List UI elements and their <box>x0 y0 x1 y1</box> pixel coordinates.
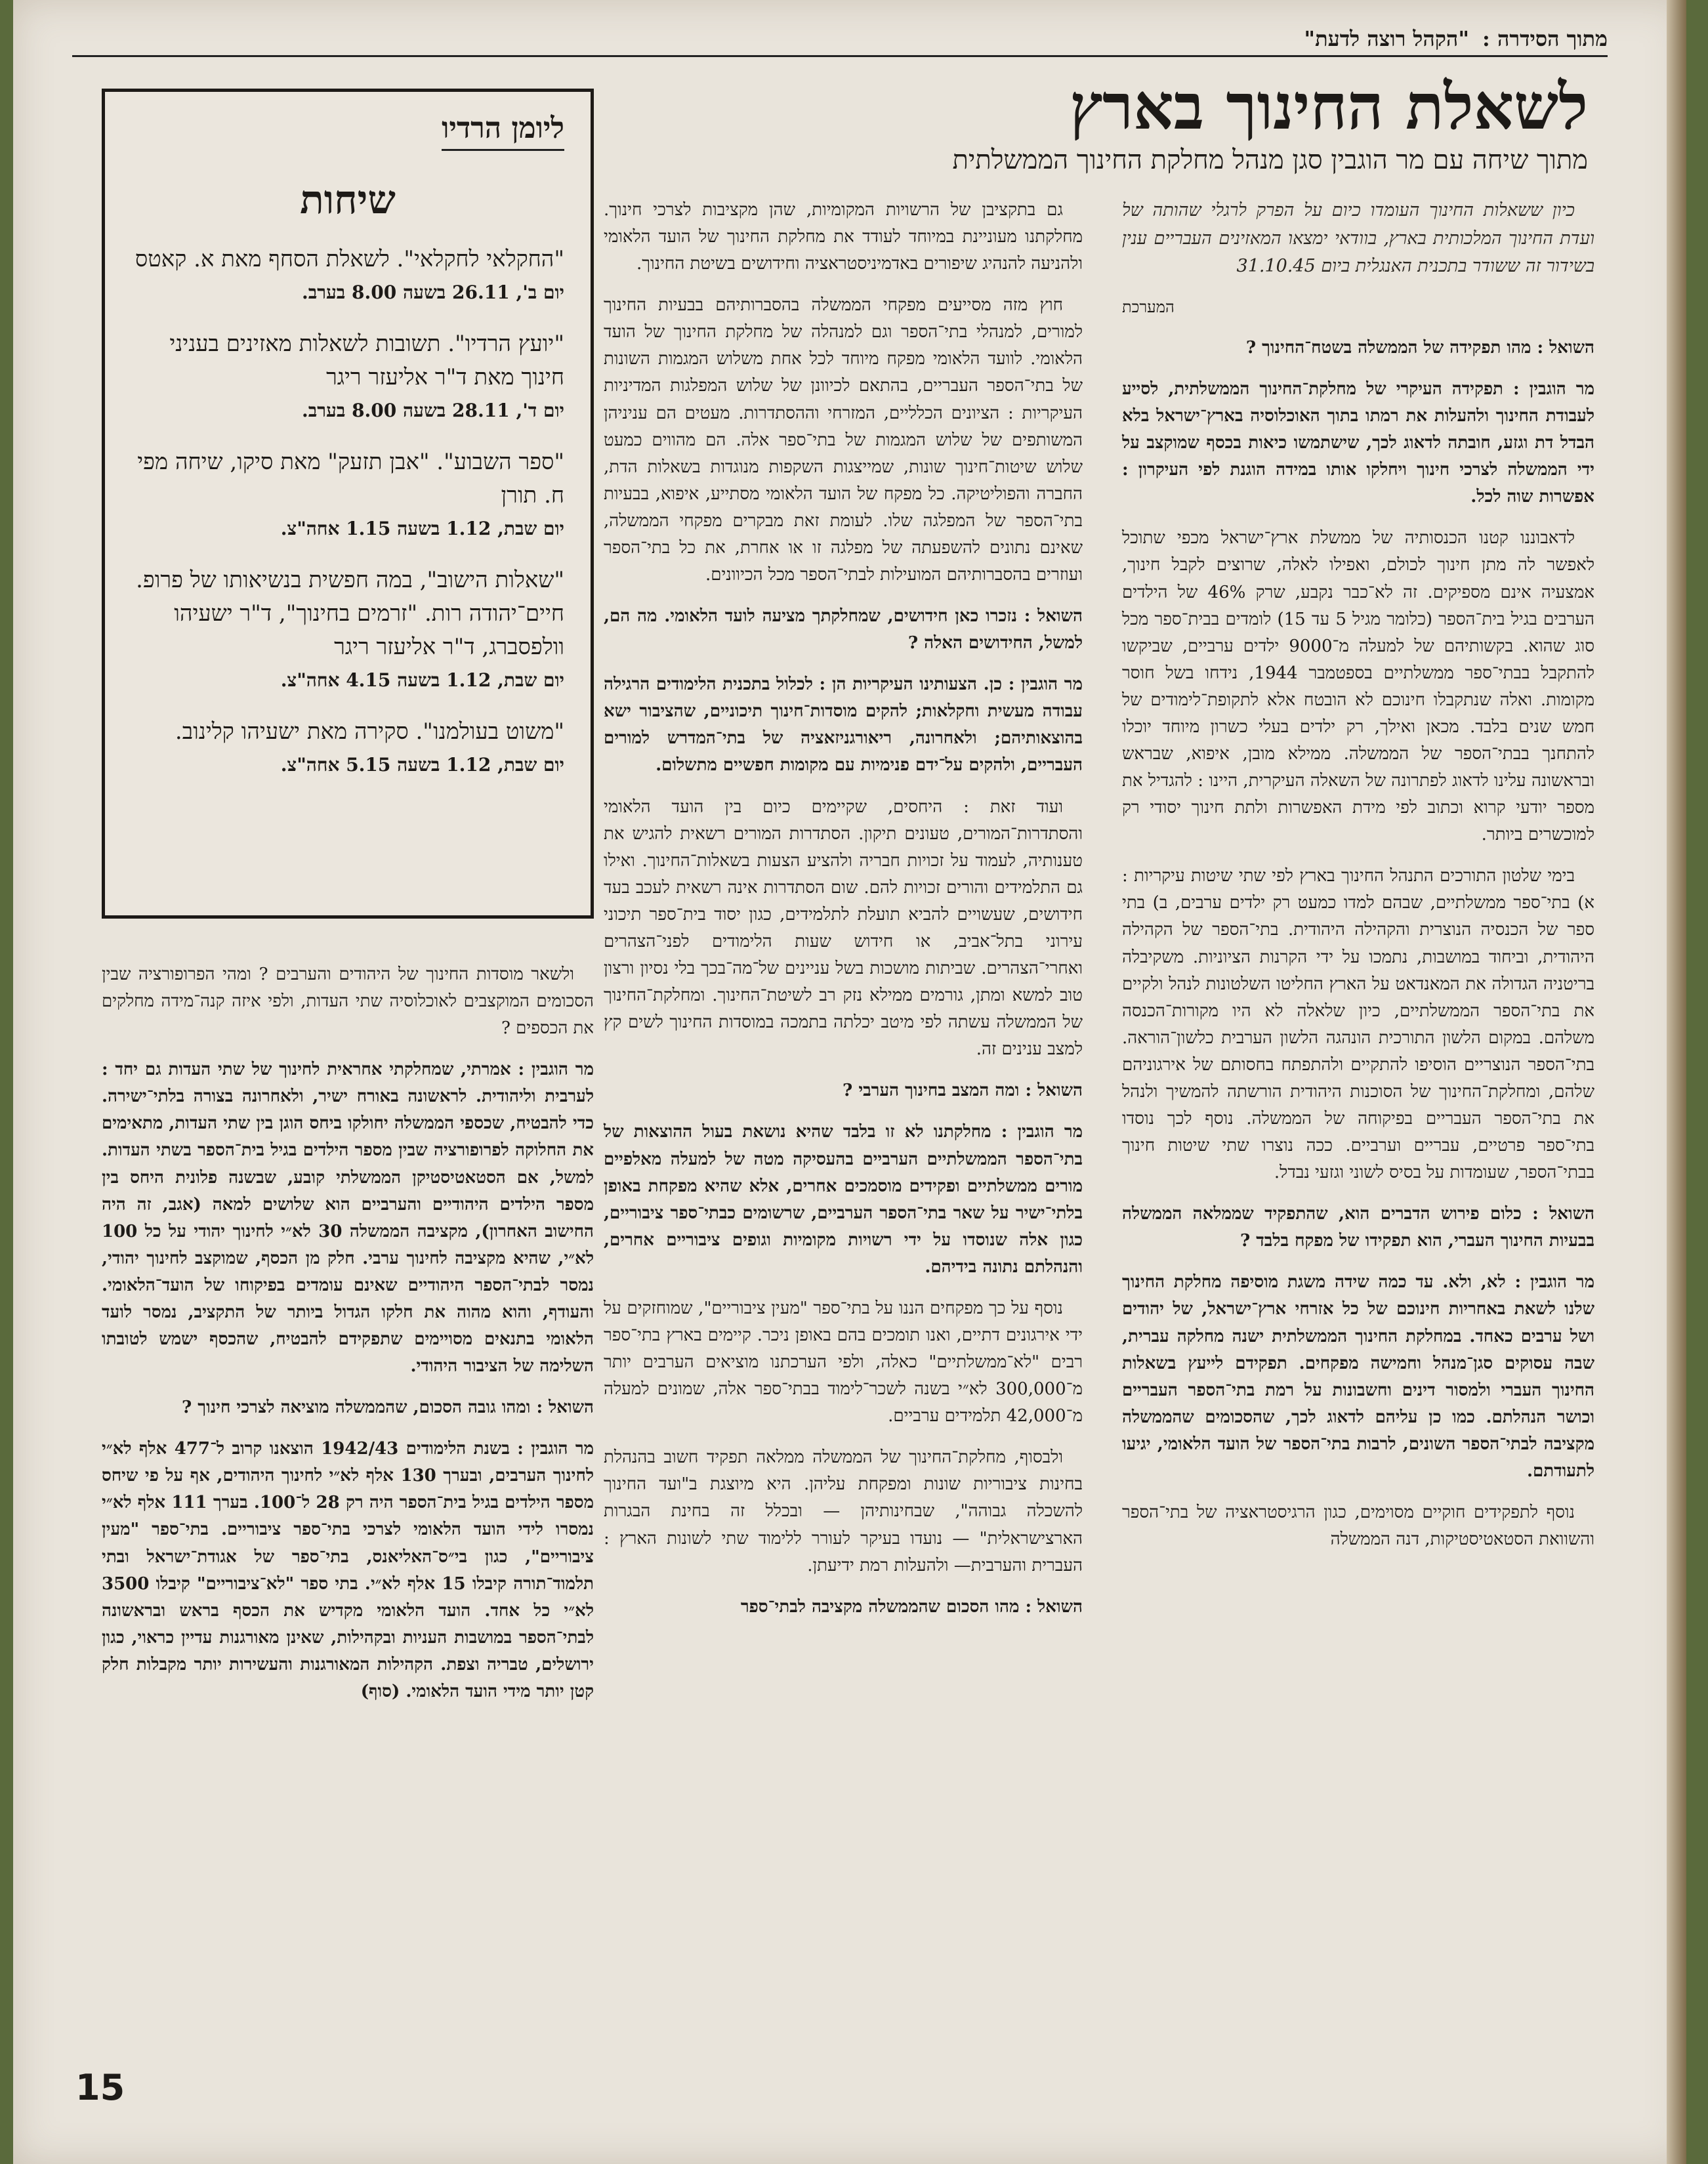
article-column-middle <box>604 197 1083 1635</box>
article-paragraph: ולבסוף, מחלקת־החינוך של הממשלה ממלאה תפקיד חשוב בהנהלת בחינות ציבוריות שונות ומפקחת עליהן. היא מיוצגת ב"ועד החינוך להשכלה גבוהה", שבחינותיהן — ובכלל זה בחינת הבגרות הארצישראלית" — נועדו בעיקר לעורר ללימוד שתי לשונות הארץ : העברית והערבית— ולהעלות רמת ידיעתן. <box>604 1447 1083 1575</box>
article-paragraph: בימי שלטון התורכים התנהל החינוך בארץ לפי שתי שיטות עיקריות : א) בתי־ספר ממשלתיים, שבהם למדו כמעט רק ילדים ערבים, ב) בתי ספר של הכנסיה הנוצרית והקהילה היהודית. בתי־הספר של הקהילה היהודית, וביחוד במושבות, נתמכו על ידי הקרנות הציוניות. משקיבלה בריטניה הגדולה את המאנדאט על הארץ החליטו השלטונות לנהל ולקיים את בתי־הספר הממשלתיים, כיון שלאלה לא היו מקורות־הכנסה משלהם. במקום הלשון התורכית הונהגה הלשון הערבית כלשון־הוראה. בתי־הספר הנוצריים הוסיפו להתקיים ולהתפתח בחסותם של אירגוניהם שלהם, ומחלקת־החינוך של הסוכנות היהודית הורשתה להמשיך ולנהל את בתי־הספר העבריים בפיקוחה של הממשלה. נוסף לכך נוסדו בתי־ספר פרטיים, עבריים וערביים. ככה נוצרו שתי שיטות חינוך בבתי־הספר, שעומדות על בסיס לשוני וגזעי נבדל. <box>1122 866 1594 1183</box>
article-paragraph: נוסף על כך מפקחים הננו על בתי־ספר "מעין ציבוריים", שמוחזקים על ידי אירגונים דתיים, ואנו תומכים בהם באופן ניכר. קיימים בארץ בתי־ספר רבים "לא־ממשלתיים" כאלה, ולפי הערכתנו מוציאים הערבים יותר מ־300,000 לא״י בשנה לשכר־לימוד בבתי־ספר אלה, שמונים למעלה מ־42,000 תלמידים ערביים. <box>604 1298 1083 1426</box>
radio-listing <box>131 243 564 304</box>
radio-time: יום שבת, 1.12 בשעה 1.15 אחה"צ. <box>280 518 564 539</box>
radio-program: "שאלות הישוב", במה חפשית בנשיאותו של פרופ. חיים־יהודה רות. "זרמים בחינוך", ד"ר ישעיהו וולפסברג, ד"ר אליעזר ריגר <box>136 567 564 660</box>
article-paragraph: השואל : נזכרו כאן חידושים, שמחלקתך מציעה לועד הלאומי. מה הם, למשל, החידושים האלה ? <box>604 606 1083 654</box>
article-paragraph: נוסף לתפקידים חוקיים מסוימים, כגון הרגיסטראציה של בתי־הספר והשוואת הסטאטיסטיקות, דנה הממשלה <box>1122 1503 1594 1550</box>
article-paragraph: לדאבוננו קטנו הכנסותיה של ממשלת ארץ־ישראל מכפי שתוכל לאפשר לה מתן חינוך לכולם, ואפילו לאלה, שרוצים לקבל חינוך, אמצעיה אינם מספיקים. זה לא־כבר נקבע, שרק 46% של הילדים הערבים בגיל בית־הספר (כלומר מגיל 5 עד 15) לומדים בבית־ספר מכל סוג שהוא. בקשותיהם של למעלה מ־9000 ילדים ערביים, שביקשו להתקבל בבתי־ספר ממשלתיים בספטמבר 1944, נידחו בשל חוסר מקומות. ואלה שנתקבלו חינוכם לא הובטח אלא לתקופת־לימודים של חמש שנים בלבד. מכאן ואילך, רק ילדים בעלי כשרון מיוחד יוכלו להתחנך בבתי־הספר של הממשלה. ממילא מובן, איפוא, שבראש ובראשונה עלינו לדאוג לפתרונה של השאלה העיקרית, היינו : להגדיל את מספר יודעי קרוא וכתוב לפי מידת האפשרות ולתת חינוך יסודי רק למוכשרים ביותר. <box>1122 528 1594 845</box>
article-paragraph: ולשאר מוסדות החינוך של היהודים והערבים ? ומהי הפרופורציה שבין הסכומים המוקצבים לאוכלוסיה שתי העדות, ולפי איזה קנה־מידה מחלקים את הכספים ? <box>102 965 594 1039</box>
radio-program: "משוט בעולמנו". סקירה מאת ישעיהו קלינוב. <box>175 718 564 745</box>
article-paragraph: השואל : מהו תפקידה של הממשלה בשטח־החינוך ? <box>1245 337 1594 358</box>
intro-note: כיון ששאלות החינוך העומדו כיום על הפרק לרגלי שהותה של ועדת החינוך המלכותית בארץ, בוודאי ימצאו המאזינים העבריים ענין בשידור זה ששודר בתכנית האנגלית ביום 31.10.45 <box>1122 200 1594 277</box>
radio-time: יום ב', 26.11 בשעה 8.00 בערב. <box>301 281 564 303</box>
radio-listing <box>131 446 564 540</box>
series-label: מתוך הסידרה : <box>1482 26 1608 51</box>
article-paragraph: השואל : ומהו גובה הסכום, שהממשלה מוציאה לצרכי חינוך ? <box>182 1398 594 1418</box>
article-paragraph: השואל : מהו הסכום שהממשלה מקציבה לבתי־ספר <box>740 1596 1083 1617</box>
article-paragraph: חוץ מזה מסייעים מפקחי הממשלה בהסברותיהם בבעיות החינוך למורים, למנהלי בתי־הספר וגם למנהלה של מחלקת החינוך של הועד הלאומי. לוועד הלאומי מפקח מיוחד לכל אחת משלוש המגמות השונות של בתי־הספר העבריים, בהתאם לכיוונן של שלוש המפלגות המדיניות העיקריות : הציונים הכלליים, המזרחי וההסתדרות. מעטים הם עניניהן המשותפים של שלוש המגמות של בתי־ספר אלה. הם מהווים כמעט שלוש שיטות־חינוך שונות, שמייצגות השקפות מנוגדות בשאלות הדת, החברה והפוליטיקה. כל מפקח של הועד הלאומי מסתייע, איפוא, בבעיות בתי־הספר של המפלגה שלו. לעומת זאת מבקרים מפקחי הממשלה, שאינם נתונים להשפעתה של מפלגה זו או אחרת, את כל בתי־הספר ועוזרים בהסברותיהם המועילות לבתי־הספר מכל הכיוונים. <box>604 295 1083 585</box>
article-paragraph: השואל : כלום פירוש הדברים הוא, שהתפקיד שממלאה הממשלה בבעיות החינוך העברי, הוא תפקידו של מפקח בלבד ? <box>1122 1204 1594 1251</box>
radio-time: יום שבת, 1.12 בשעה 5.15 אחה"צ. <box>280 754 564 776</box>
page-number: 15 <box>75 2067 125 2108</box>
article-paragraph: מר הוגבין : תפקידה העיקרי של מחלקת־החינוך הממשלתית, לסייע לעבודת החינוך ולהעלות את רמתו בתוך האוכלוסיה בארץ־ישראל בלא הבדל דת וגזע, חובתה לדאוג לכך, שישתמשו כיאות בכסף שמוקצב על ידי הממשלה לצרכי חינוך ויחלקו אותו במידה הוגנת לפי העיקרון : אפשרות שוה לכל. <box>1122 379 1594 507</box>
radio-diary-box <box>102 89 594 919</box>
magazine-page <box>13 0 1686 2164</box>
radio-time: יום ד', 28.11 בשעה 8.00 בערב. <box>301 400 564 421</box>
page-binding <box>1667 0 1686 2164</box>
running-head <box>72 26 1608 57</box>
article-column-left <box>102 961 594 1720</box>
intro-credit: המערכת <box>1122 297 1175 316</box>
radio-listing <box>131 715 564 776</box>
radio-program: "ספר השבוע". "אבן תזעק" מאת סיקו, שיחה מפי ח. תורן <box>137 449 564 509</box>
article-column-right <box>1122 197 1594 1568</box>
article-paragraph: השואל : ומה המצב בחינוך הערבי ? <box>843 1081 1083 1101</box>
program-label: "הקהל רוצה לדעת" <box>1304 26 1469 51</box>
radio-diary-title: ליומן הרדיו <box>442 112 564 151</box>
article-paragraph: גם בתקציבן של הרשויות המקומיות, שהן מקציבות לצרכי חינוך. מחלקתנו מעוניינת במיוחד לעודד את מחלקת החינוך של הועד הלאומי ולהניעה להנהיג שיפורים באדמיניסטראציה וחידושים בשיטת החינוך. <box>604 200 1083 274</box>
article-paragraph: מר הוגבין : לא, ולא. עד כמה שידה משגת מוסיפה מחלקת החינוך שלנו לשאת באחריות חינוכם של כל אזרחי ארץ־ישראל, של יהודים ושל ערבים כאחד. במחלקת החינוך הממשלתית ישנה מחלקה עברית, שבה עסוקים סגן־מנהל וחמישה מפקחים. תפקידם לייעץ בשאלות החינוך העברי ולמסור דינים וחשבונות על רמת בתי־הספר העבריים וכושר הנהלתם. כמו כן עליהם לדאוג לכך, שהסכומים שהממשלה מקציבה לבתי־הספר השונים, לרבות בתי־הספר של הועד הלאומי, יגיעו לתעודתם. <box>1122 1272 1594 1481</box>
article-subhead: מתוך שיחה עם מר הוגבין סגן מנהל מחלקת החינוך הממשלתית <box>952 145 1588 175</box>
article-paragraph: מר הוגבין : מחלקתנו לא זו בלבד שהיא נושאת בעול ההוצאות של בתי־הספר הממשלתיים הערביים בהעסיקה מטה של למעלה מאלפיים מורים ממשלתיים ופקידים מוסמכים אחרים, אלא שהיא מפקחת באופן בלתי־ישיר על שאר בתי־הספר הערביים, שרשומים כבתי־ספר ציבוריים, כגון אלה שנוסדו על ידי רשויות מקומיות וגופים ציבוריים אחרים, והנהלתם נתונה בידיהם. <box>604 1122 1083 1277</box>
article-paragraph: מר הוגבין : אמרתי, שמחלקתי אחראית לחינוך של שתי העדות גם יחד : לערבית וליהודית. לראשונה באורח ישיר, ולאחרונה בצורה בלתי־ישירה. כדי להבטיח, שכספי הממשלה יחולקו ביחס הוגן בין שתי העדות, מתאימים את החלוקה לפרופורציה שבין מספר הילדים בגיל בית־הספר בשתי העדות. למשל, אם הסטאטיסטיקן הממשלתי קובע, שבשנה פלונית היחס בין מספר הילדים היהודיים והערביים הוא שלושים למאה (אגב, זה היה החישוב האחרון), מקציבה הממשלה 30 לא״י לחינוך יהודי על כל 100 לא״י, שהיא מקציבה לחינוך ערבי. חלק מן הכסף, שמוקצב לחינוך יהודי, נמסר לבתי־הספר היהודיים שאינם עומדים בפיקוחו של הועד־הלאומי. והעודף, והוא מהוה את חלקו הגדול ביותר של התקציב, נמסר לועד הלאומי בתנאים מסויימים שתפקידם להבטיח, שהכסף ישמש לטובתו השלימה של הציבור היהודי. <box>102 1060 594 1377</box>
radio-time: יום שבת, 1.12 בשעה 4.15 אחה"צ. <box>280 669 564 691</box>
radio-listing <box>131 327 564 422</box>
radio-program: "יועץ הרדיו". תשובות לשאלות מאזינים בעניני חינוך מאת ד"ר אליעזר ריגר <box>169 331 564 390</box>
article-headline: לשאלת החינוך בארץ <box>1069 70 1588 144</box>
radio-program: "החקלאי לחקלאי". לשאלת הסחף מאת א. קאטס <box>135 246 564 272</box>
article-paragraph: מר הוגבין : כן. הצעותינו העיקריות הן : לכלול בתכנית הלימודים הרגילה עבודה מעשית וחקלאות; להקים מוסדות־חינוך תיכוניים, שהציבור ישא בהוצאותיהם; ולאחרונה, ריאורגניזאציה של בתי־המדרש למורים העבריים, ולהקים על־ידם פנימיות עם מקומות חפשיים מתשלום. <box>604 675 1083 776</box>
radio-listing <box>131 564 564 692</box>
article-paragraph: מר הוגבין : בשנת הלימודים 1942/43 הוצאנו קרוב ל־477 אלף לא״י לחינוך הערבים, ובערך 130 אלף לא״י לחינוך היהודים, אף על פי שיחס מספר הילדים בגיל בית־הספר היה רק 28 ל־100. בערך 111 אלף לא״י נמסרו לידי הועד הלאומי לצרכי בתי־ספר ציבוריים. בתי־ספר "מעין ציבוריים", כגון בי״ס־האליאנס, בתי־ספר של אגודת־ישראל ובתי תלמוד־תורה קיבלו 15 אלף לא״י. בתי ספר "לא־ציבוריים" קיבלו 3500 לא״י כל אחד. הועד הלאומי מקדיש את הכסף בראש ובראשונה לבתי־הספר במושבות העניות ובקהילות, שאינן מאורגנות עדיין כראוי, כגון ירושלים, טבריה וצפת. הקהילות המאורגנות והעשירות יותר מקבלות חלק קטן יותר מידי הועד הלאומי. (סוף) <box>102 1439 594 1701</box>
article-paragraph: ועוד זאת : היחסים, שקיימים כיום בין הועד הלאומי והסתדרות־המורים, טעונים תיקון. הסתדרות המורים רשאית להגיש את טענותיה, לעמוד על זכויות חבריה ולהציע הצעות בשאלות־החינוך. ואילו גם התלמידים והורים זכויות להם. שום הסתדרות אינה רשאית לעכב בעד חידושים, שעשויים להביא תועלת לתלמידים, כגון יסוד בית־ספר תיכוני עירוני בתל־אביב, או חידוש שעות הלימודים לפני־הצהרים ואחרי־הצהרים. שביתות מושכות בשל עניינים של־מה־בכך בלי נסיון ורצון טוב למשא ומתן, גורמים ממילא נזק רב לשיטת־החינוך. ומחלקת־החינוך של הממשלה עשתה לפי מיטב יכלתה בתמכה במוסדות החינוך לשים קץ למצב ענינים זה. <box>604 797 1083 1060</box>
radio-diary-subtitle: שיחות <box>300 177 396 223</box>
